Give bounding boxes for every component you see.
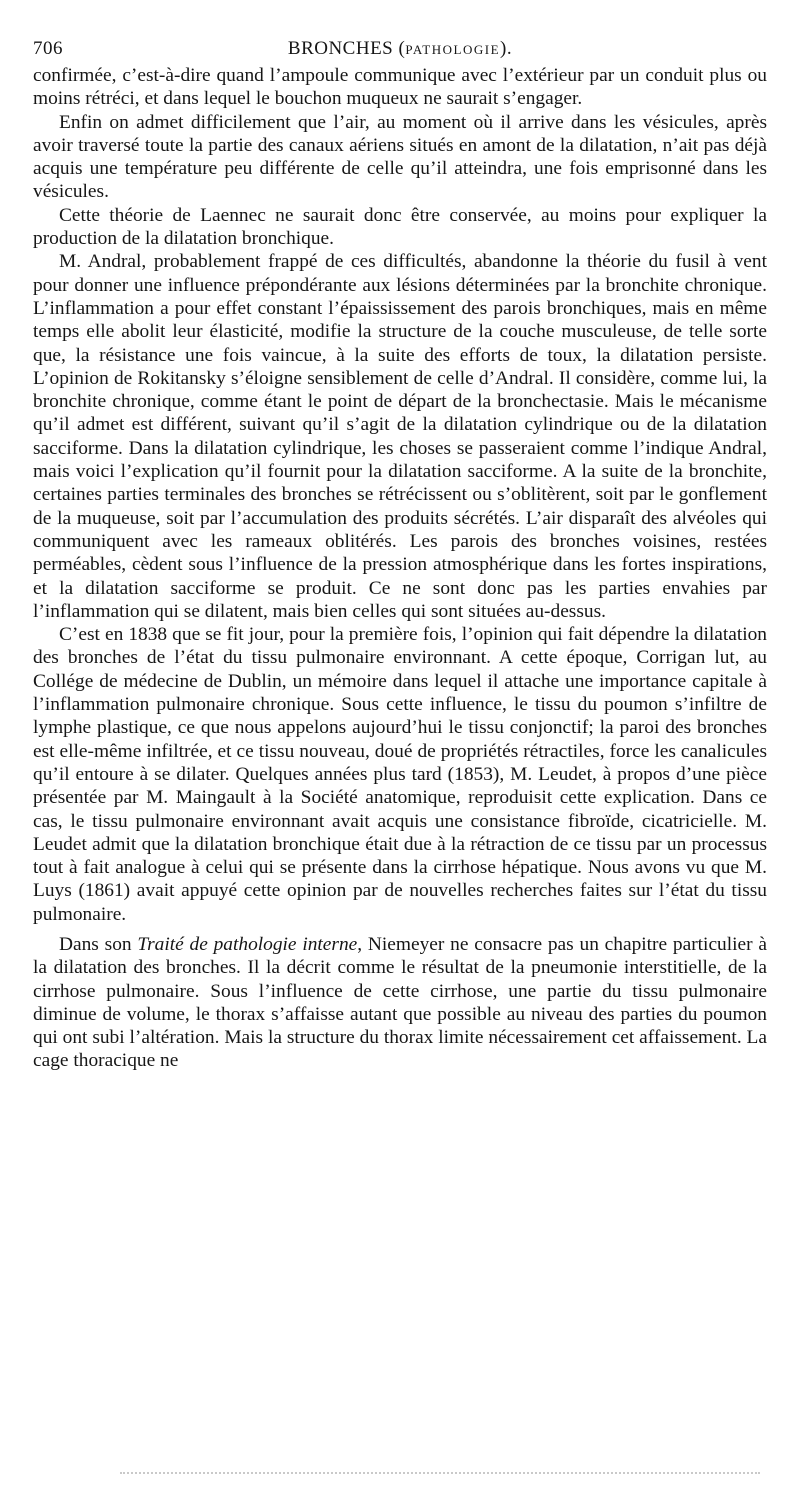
running-title-section: PATHOLOGIE xyxy=(405,42,501,57)
paragraph-air-temperature: Enfin on admet difficilement que l’air, au moment où il arrive dans les vésicules, après avoir traversé toute la partie des canaux aériens situés en amont de la dilatation, n’ait pas déjà acquis une température peu différente de celle qu’il atteindra, une fois emprisonné dans les vésicules. xyxy=(33,111,767,203)
book-page xyxy=(33,34,767,1073)
body-text xyxy=(33,64,767,1073)
running-title-close: ). xyxy=(500,38,513,59)
niemeyer-rest: , Niemeyer ne consacre pas un chapitre particulier à la dilatation des bronches. Il la décrit comme le résultat de la pneumonie interstitielle, de la cirrhose pulmonaire. Sous l’influence de cette cirrhose, une partie du tissu pulmonaire diminue de volume, le thorax s’affaisse autant que possible au niveau des parties du poumon qui ont subi l’altération. Mais la structure du thorax limite nécessairement cet affaissement. La cage thoracique ne xyxy=(33,933,767,1072)
page-number: 706 xyxy=(33,38,63,59)
paragraph-laennec-theory: Cette théorie de Laennec ne saurait donc être conservée, au moins pour expliquer la production de la dilatation bronchique. xyxy=(33,204,767,250)
running-title-open: ( xyxy=(393,38,406,59)
niemeyer-lead: Dans son xyxy=(59,933,138,955)
running-header xyxy=(33,34,767,64)
book-title-italic: Traité de pathologie interne xyxy=(137,933,358,955)
paragraph-niemeyer xyxy=(33,933,767,1073)
running-title-main: BRONCHES xyxy=(287,38,394,59)
paragraph-corrigan-leudet: C’est en 1838 que se fit jour, pour la première fois, l’opinion qui fait dépendre la dilatation des bronches de l’état du tissu pulmonaire environnant. A cette époque, Corrigan lut, au Collége de médecine de Dublin, un mémoire dans lequel il attache une importance capitale à l’inflammation pulmonaire chronique. Sous cette influence, le tissu du poumon s’infiltre de lymphe plastique, ce que nous appelons aujourd’hui le tissu conjonctif; la paroi des bronches est elle-même infiltrée, et ce tissu nouveau, doué de propriétés rétractiles, force les canalicules qu’il entoure à se dilater. Quelques années plus tard (1853), M. Leudet, à propos d’une pièce présentée par M. Maingault à la Société anatomique, reproduisit cette explication. Dans ce cas, le tissu pulmonaire environnant avait acquis une consistance fibroïde, cicatricielle. M. Leudet admit que la dilatation bronchique était due à la rétraction de ce tissu par un processus tout à fait analogue à celui qui se présente dans la cirrhose hépatique. Nous avons vu que M. Luys (1861) avait appuyé cette opinion par de nouvelles recherches faites sur l’état du tissu pulmonaire. xyxy=(33,624,767,925)
footer-dotted-rule xyxy=(120,1472,760,1474)
paragraph-andral-rokitansky: M. Andral, probablement frappé de ces difficultés, abandonne la théorie du fusil à vent pour donner une influence prépondérante aux lésions déterminées par la bronchite chronique. L’inflammation a pour effet constant l’épaississement des parois bronchiques, mais en même temps elle abolit leur élasticité, modifie la structure de la couche musculeuse, de telle sorte que, la résistance une fois vaincue, à la suite des efforts de toux, la dilatation persiste. L’opinion de Rokitansky s’éloigne sensiblement de celle d’Andral. Il considère, comme lui, la bronchite chronique, comme étant le point de départ de la bronchectasie. Mais le mécanisme qu’il admet est différent, suivant qu’il s’agit de la dilatation cylindrique ou de la dilatation sacciforme. Dans la dilatation cylindrique, les choses se passeraient comme l’indique Andral, mais voici l’explication qu’il fournit pour la dilatation sacciforme. A la suite de la bronchite, certaines parties terminales des bronches se rétrécissent ou s’oblitèrent, soit par le gonflement de la muqueuse, soit par l’accumulation des produits sécrétés. L’air disparaît des alvéoles qui communiquent avec les rameaux oblitérés. Les parois des bronches voisines, restées perméables, cèdent sous l’influence de la pression atmosphérique dans les fortes inspirations, et la dilatation sacciforme se produit. Ce ne sont donc pas les parties envahies par l’inflammation qui se dilatent, mais bien celles qui sont situées au-dessus. xyxy=(33,251,767,622)
running-title xyxy=(33,38,767,60)
paragraph-continuation: confirmée, c’est-à-dire quand l’ampoule communique avec l’extérieur par un conduit plus ou moins rétréci, et dans lequel le bouchon muqueux ne saurait s’engager. xyxy=(33,65,767,110)
